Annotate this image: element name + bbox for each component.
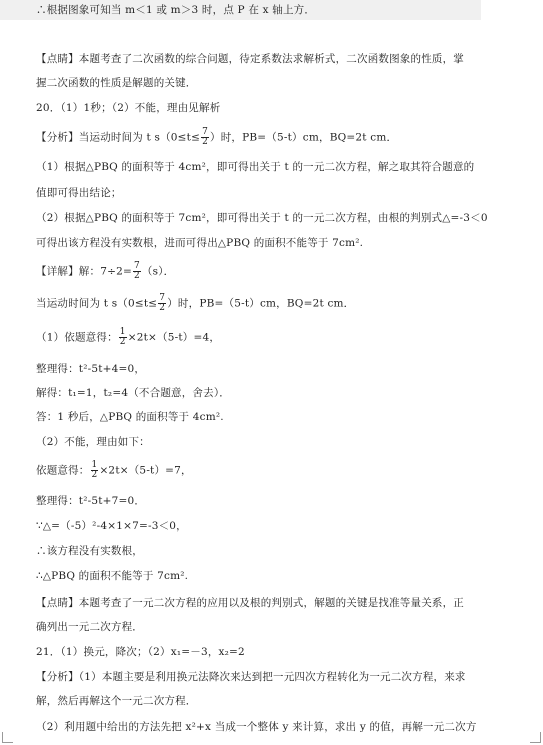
text-line: 整理得：t²-5t+4=0， xyxy=(36,363,146,375)
question-heading: 20．（1）1秒；（2）不能，理由见解析 xyxy=(36,102,221,114)
text-line: 【点睛】本题考查了二次函数的综合问题，待定系数法求解析式，二次函数图象的性质，掌 xyxy=(36,53,464,65)
text-line: 解，然后再解这个一元二次方程． xyxy=(36,695,197,707)
fraction-denominator: 2 xyxy=(119,337,126,347)
text-segment: 【详解】解：7÷2= xyxy=(36,265,132,278)
fraction xyxy=(91,461,99,480)
text-line xyxy=(36,461,192,480)
text-segment: ×2t×（5-t）=4， xyxy=(127,331,221,344)
text-line: ∴该方程没有实数根， xyxy=(36,545,143,557)
text-line: （1）根据△PBQ 的面积等于 4cm²，即可得出关于 t 的一元二次方程，解之取其符合题意的 xyxy=(36,161,475,173)
text-line: 解得：t₁=1，t₂=4（不合题意，舍去）． xyxy=(36,387,230,399)
fraction xyxy=(158,294,166,313)
text-line: （2）根据△PBQ 的面积等于 7cm²，即可得出关于 t 的一元二次方程，由根的判别式△=-3＜0 xyxy=(36,212,488,224)
text-line xyxy=(36,262,174,281)
fraction-denominator: 2 xyxy=(91,470,98,480)
text-line xyxy=(36,294,354,313)
fraction-denominator: 2 xyxy=(202,137,209,147)
fraction xyxy=(201,128,209,147)
text-line: （2）利用题中给出的方法先把 x²+x 当成一个整体 y 来计算，求出 y 的值，再解一元二次方 xyxy=(36,721,477,733)
text-segment: ）时，PB=（5-t）cm，BQ=2t cm． xyxy=(210,131,398,144)
fraction xyxy=(133,262,141,281)
fraction-denominator: 2 xyxy=(133,271,140,281)
fraction-numerator: 7 xyxy=(202,127,209,137)
text-line xyxy=(36,128,397,147)
text-line: 【点睛】本题考查了一元二次方程的应用以及根的判别式，解题的关键是找准等量关系，正 xyxy=(36,597,464,609)
text-segment: （1）依题意得： xyxy=(36,331,118,344)
text-line: （2）不能，理由如下： xyxy=(36,436,150,448)
text-segment: ×2t×（5-t）=7， xyxy=(99,464,192,477)
text-line xyxy=(36,328,220,347)
text-line: 答：1 秒后，△PBQ 的面积等于 4cm². xyxy=(36,411,224,423)
text-line: 【分析】（1）本题主要是利用换元法降次来达到把一元四次方程转化为一元二次方程，来求 xyxy=(36,671,466,683)
fraction-numerator: 7 xyxy=(159,293,166,303)
text-line: ∵△=（-5）²-4×1×7=-3＜0， xyxy=(36,520,187,532)
fraction-denominator: 2 xyxy=(159,303,166,313)
text-segment: （s）． xyxy=(141,265,175,278)
fraction xyxy=(119,328,127,347)
text-line: 握二次函数的性质是解题的关键． xyxy=(36,77,197,89)
text-line: ∴△PBQ 的面积不能等于 7cm². xyxy=(36,570,189,582)
page-corner-mark xyxy=(2,732,13,743)
fraction-numerator: 1 xyxy=(91,460,98,470)
page-corner-mark xyxy=(530,732,541,743)
text-segment: ）时，PB=（5-t）cm，BQ=2t cm． xyxy=(167,297,355,310)
text-line: 可得出该方程没有实数根，进而可得出△PBQ 的面积不能等于 7cm². xyxy=(36,237,364,249)
text-segment: 依题意得： xyxy=(36,464,90,477)
text-line: 确列出一元二次方程． xyxy=(36,621,143,633)
text-segment: 当运动时间为 t s（0≤t≤ xyxy=(36,297,158,310)
fraction-numerator: 7 xyxy=(133,261,140,271)
text-line: 值即可得出结论； xyxy=(36,187,122,199)
fraction-numerator: 1 xyxy=(119,327,126,337)
text-segment: 【分析】当运动时间为 t s（0≤t≤ xyxy=(36,131,201,144)
text-line: 整理得：t²-5t+7=0． xyxy=(36,495,146,507)
text-line: ∴根据图象可知当 m＜1 或 m＞3 时，点 P 在 x 轴上方． xyxy=(36,4,316,16)
question-heading: 21．（1）换元，降次；（2）x₁=－3，x₂=2 xyxy=(36,646,245,658)
